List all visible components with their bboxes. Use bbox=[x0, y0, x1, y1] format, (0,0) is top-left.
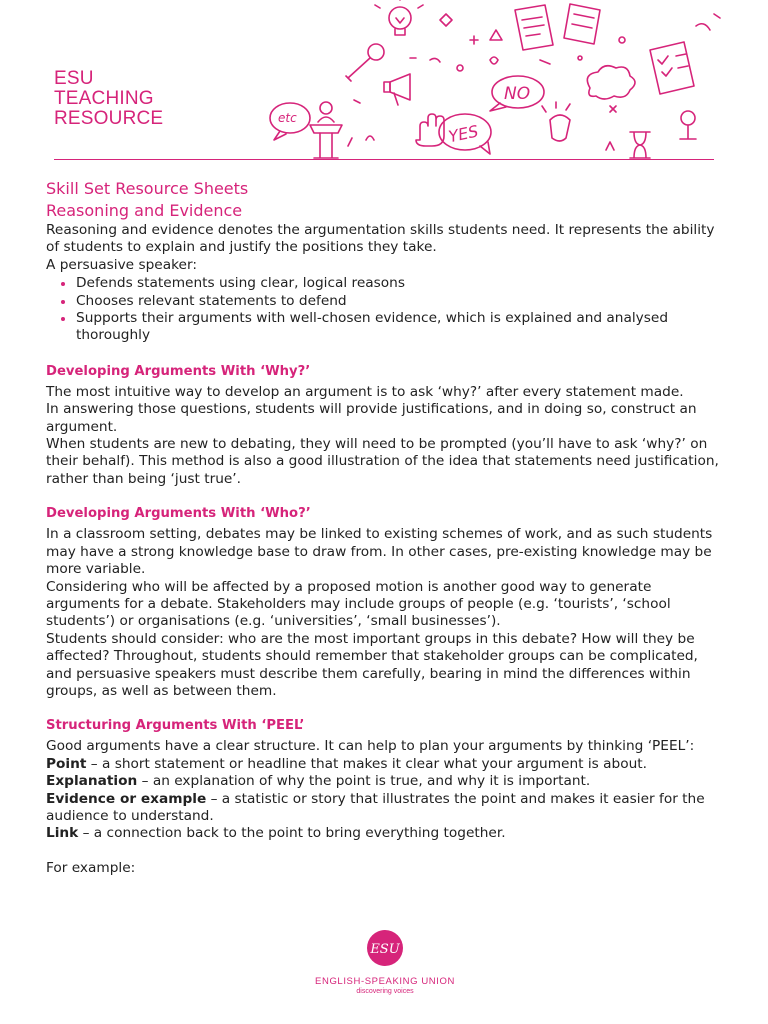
page-subtitle: Reasoning and Evidence bbox=[46, 201, 243, 220]
microphone-icon bbox=[346, 44, 384, 81]
document-body bbox=[46, 178, 726, 877]
paragraph: In answering those questions, students will provide justifications, and in doing so, construct an argument. bbox=[46, 401, 697, 435]
peel-link: Link – a connection back to the point to bring everything together. bbox=[46, 825, 506, 842]
paragraph: When students are new to debating, they will need to be prompted (you’ll have to ask ‘why?’ on their behalf). This method is also a good illustration of the idea that statements need justification, rather than being ‘just true’. bbox=[46, 436, 719, 487]
paragraph: Good arguments have a clear structure. It can help to plan your arguments by thinking ‘PEEL’: bbox=[46, 738, 695, 755]
brand-line-esu: ESU bbox=[54, 68, 94, 89]
lightbulb-icon bbox=[375, 0, 423, 35]
no-speech-bubble-icon bbox=[490, 76, 544, 111]
hourglass-icon bbox=[630, 132, 650, 158]
microphone-stand-icon bbox=[680, 111, 696, 139]
intro-paragraph: Reasoning and evidence denotes the argumentation skills students need. It represents the ability of students to explain and justify the positions they take. bbox=[46, 222, 715, 256]
footer-tagline: discovering voices bbox=[356, 988, 414, 995]
svg-text:etc: etc bbox=[278, 111, 297, 125]
clapping-hands-icon bbox=[542, 102, 570, 141]
checklist-book-icon bbox=[650, 42, 694, 94]
header-divider bbox=[54, 159, 714, 160]
list-item: Defends statements using clear, logical reasons bbox=[76, 275, 726, 292]
svg-text:NO: NO bbox=[504, 84, 531, 104]
footer-logo-block bbox=[300, 930, 470, 995]
thought-cloud-icon bbox=[587, 66, 635, 99]
speaker-traits-list bbox=[46, 275, 726, 345]
paragraph: Considering who will be affected by a proposed motion is another good way to generate arguments for a debate. Stakeholders may include groups of people (e.g. ‘tourists’, ‘school students’) or organisations (e.g. ‘universities’, ‘small businesses’). bbox=[46, 578, 671, 630]
peel-evidence: Evidence or example – a statistic or story that illustrates the point and makes it easier for the audience to understand. bbox=[46, 790, 705, 824]
megaphone-icon bbox=[384, 74, 410, 105]
footer-organisation-name: ENGLISH-SPEAKING UNION bbox=[315, 976, 455, 987]
brand-line-teaching: TEACHING bbox=[54, 88, 154, 109]
paper-sheet-icon bbox=[564, 4, 600, 44]
section-heading-who: Developing Arguments With ‘Who?’ bbox=[46, 506, 311, 522]
yes-speech-bubble-icon bbox=[439, 114, 491, 154]
brand-title bbox=[54, 69, 254, 129]
document-icon bbox=[515, 5, 553, 50]
header-doodles-illustration bbox=[250, 0, 725, 160]
lectern-icon bbox=[310, 102, 342, 158]
paragraph: The most intuitive way to develop an argument is to ask ‘why?’ after every statement made. bbox=[46, 383, 684, 400]
section-heading-why: Developing Arguments With ‘Why?’ bbox=[46, 363, 311, 379]
peel-explanation: Explanation – an explanation of why the point is true, and why it is important. bbox=[46, 773, 591, 790]
list-item: Supports their arguments with well-chosen evidence, which is explained and analysed thoroughly bbox=[76, 310, 726, 345]
svg-text:YES: YES bbox=[446, 121, 481, 147]
paragraph: In a classroom setting, debates may be linked to existing schemes of work, and as such students may have a strong knowledge base to draw from. In other cases, pre-existing knowledge may be more variable. bbox=[46, 526, 713, 578]
intro-lead: A persuasive speaker: bbox=[46, 256, 197, 273]
speech-bubble-etc-icon bbox=[270, 103, 310, 140]
esu-logo-icon bbox=[367, 930, 403, 966]
brand-line-resource: RESOURCE bbox=[54, 108, 164, 129]
page-title: Skill Set Resource Sheets bbox=[46, 179, 249, 198]
paragraph: Students should consider: who are the most important groups in this debate? How will they be affected? Throughout, students should remember that stakeholder groups can be complicated, and persuasive speakers must describe them carefully, bearing in mind the differences within groups, as well as between them. bbox=[46, 630, 698, 699]
list-item: Chooses relevant statements to defend bbox=[76, 293, 726, 310]
closing-line: For example: bbox=[46, 859, 136, 876]
peel-point: Point – a short statement or headline that makes it clear what your argument is about. bbox=[46, 755, 647, 772]
svg-text:ESU: ESU bbox=[370, 942, 400, 957]
section-heading-peel: Structuring Arguments With ‘PEEL’ bbox=[46, 718, 305, 734]
